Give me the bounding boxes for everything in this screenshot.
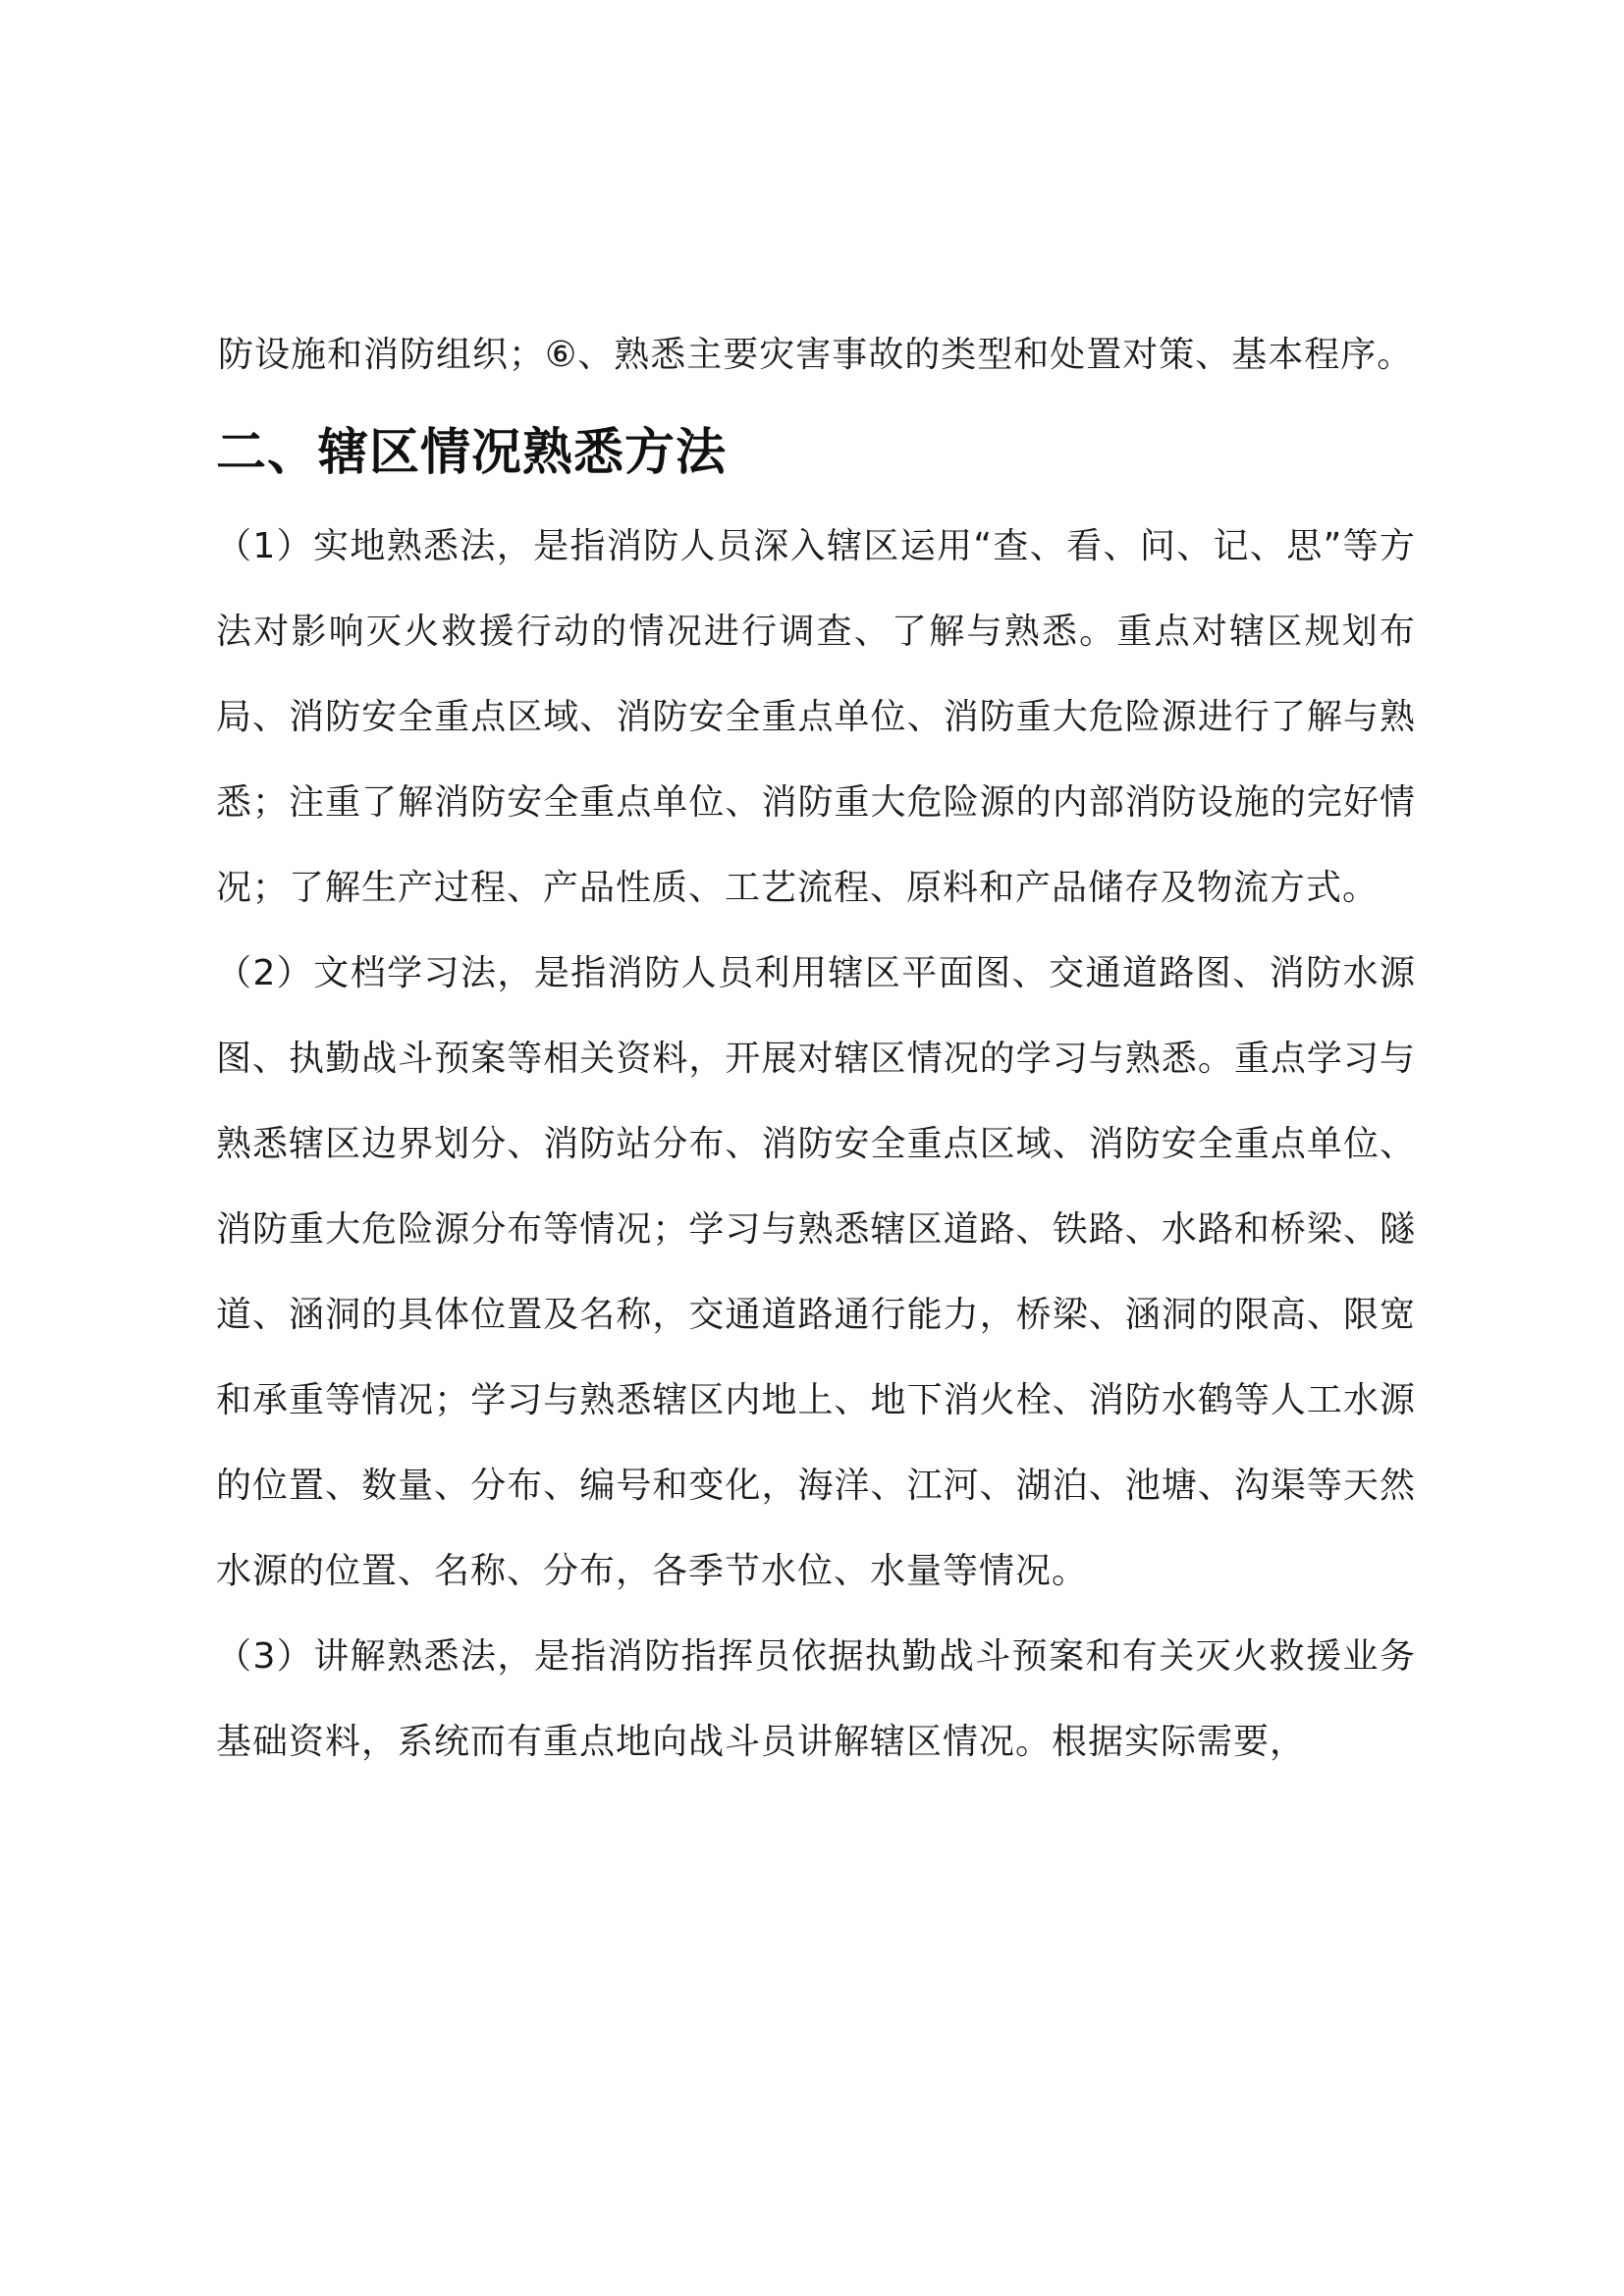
paragraph-briefing-method: （3）讲解熟悉法，是指消防指挥员依据执勤战斗预案和有关灭火救援业务基础资料，系统而有重点地向战斗员讲解辖区情况。根据实际需要， — [216, 1636, 1416, 1762]
paragraph-field-survey-method: （1）实地熟悉法，是指消防人员深入辖区运用“查、看、问、记、思”等方法对影响灭火救援行动的情况进行调查、了解与熟悉。重点对辖区规划布局、消防安全重点区域、消防安全重点单位、消防重大危险源进行了解与熟悉；注重了解消防安全重点单位、消防重大危险源的内部消防设施的完好情况；了解生产过程、产品性质、工艺流程、原料和产品储存及物流方式。 — [216, 526, 1416, 908]
document-body — [218, 312, 1416, 1785]
section-heading: 二、辖区情况熟悉方法 — [216, 424, 728, 482]
intro-paragraph: 防设施和消防组织；⑥、熟悉主要灾害事故的类型和处置对策、基本程序。 — [218, 335, 1414, 375]
paragraph-document-study-method: （2）文档学习法，是指消防人员利用辖区平面图、交通道路图、消防水源图、执勤战斗预案等相关资料，开展对辖区情况的学习与熟悉。重点学习与熟悉辖区边界划分、消防站分布、消防安全重点区域、消防安全重点单位、消防重大危险源分布等情况；学习与熟悉辖区道路、铁路、水路和桥梁、隧道、涵洞的具体位置及名称，交通道路通行能力，桥梁、涵洞的限高、限宽和承重等情况；学习与熟悉辖区内地上、地下消火栓、消防水鹤等人工水源的位置、数量、分布、编号和变化，海洋、江河、湖泊、池塘、沟渠等天然水源的位置、名称、分布，各季节水位、水量等情况。 — [216, 953, 1416, 1591]
